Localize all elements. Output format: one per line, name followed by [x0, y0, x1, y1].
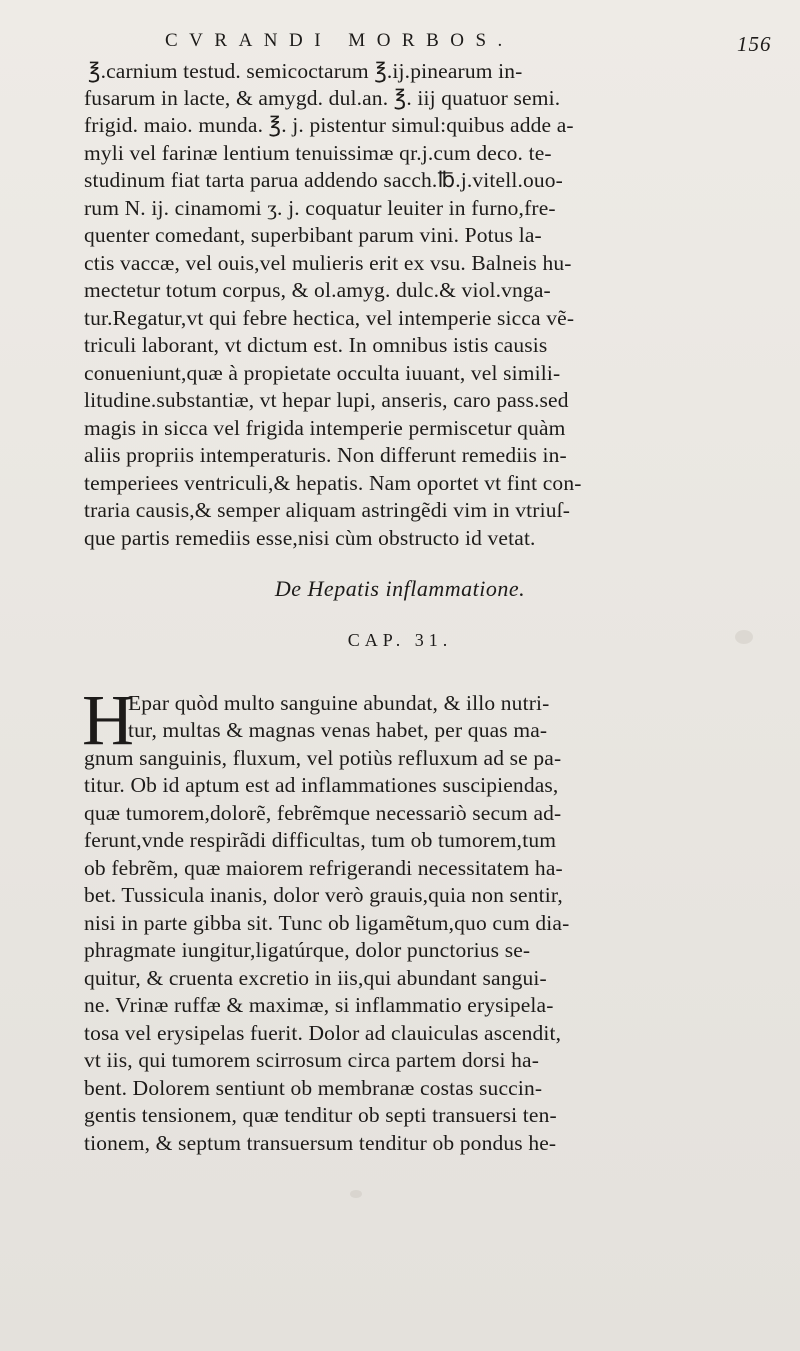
text-line: conueniunt,quæ à propietate occulta iuuant, vel simili- [84, 361, 561, 385]
text-line: phragmate iungitur,ligatúrque, dolor punctorius se- [84, 938, 531, 962]
text-line: rum N. ij. cinamomi ʒ. j. coquatur leuiter in furno,fre- [84, 196, 556, 220]
text-line: mectetur totum corpus, & ol.amyg. dulc.& viol.vnga- [84, 278, 551, 302]
text-line: Epar quòd multo sanguine abundat, & illo nutri- [128, 691, 550, 715]
text-line: ferunt,vnde respirãdi difficultas, tum ob tumorem,tum [84, 828, 557, 852]
text-line: bent. Dolorem sentiunt ob membranæ costas succin- [84, 1076, 543, 1100]
text-line: frigid. maio. munda. ℥. j. pistentur simul:quibus adde a- [84, 113, 574, 137]
text-line: vt iis, qui tumorem scirrosum circa partem dorsi ha- [84, 1048, 540, 1072]
text-line: quitur, & cruenta excretio in iis,qui abundant sangui- [84, 966, 547, 990]
text-line: ne. Vrinæ ruffæ & maximæ, si inflammatio erysipela- [84, 993, 554, 1017]
text-line: traria causis,& semper aliquam astringẽdi vim in vtriuſ- [84, 498, 571, 522]
text-line: myli vel farinæ lentium tenuissimæ qr.j.cum deco. te- [84, 141, 552, 165]
text-line: tosa vel erysipelas fuerit. Dolor ad clauiculas ascendit, [84, 1021, 562, 1045]
text-line: gentis tensionem, quæ tenditur ob septi transuersi ten- [84, 1103, 557, 1127]
text-line: nisi in parte gibba sit. Tunc ob ligamẽtum,quo cum dia- [84, 911, 570, 935]
text-line: gnum sanguinis, fluxum, vel potiùs refluxum ad se pa- [84, 746, 562, 770]
text-line: temperiees ventriculi,& hepatis. Nam oportet vt fint con- [84, 471, 582, 495]
text-line: studinum fiat tarta parua addendo sacch.℔.j.vitell.ouo- [84, 168, 563, 192]
running-title: CVRANDI MORBOS. [165, 30, 514, 51]
running-head [0, 30, 800, 60]
text-line: fusarum in lacte, & amygd. dul.an. ℥. iij quatuor semi. [84, 86, 561, 110]
text-line: tionem, & septum transuersum tenditur ob pondus he- [84, 1131, 557, 1155]
text-line: ctis vaccæ, vel ouis,vel mulieris erit ex vsu. Balneis hu- [84, 251, 572, 275]
text-line: magis in sicca vel frigida intemperie permiscetur quàm [84, 416, 566, 440]
text-line: bet. Tussicula inanis, dolor verò grauis,quia non sentir, [84, 883, 563, 907]
chapter-label: CAP. 31. [347, 630, 453, 650]
text-line: quenter comedant, superbibant parum vini. Potus la- [84, 223, 542, 247]
text-line: ob febrẽm, quæ maiorem refrigerandi necessitatem ha- [84, 856, 563, 880]
drop-cap: H [82, 680, 134, 760]
text-line: quæ tumorem,dolorẽ, febrẽmque necessariò secum ad- [84, 801, 562, 825]
text-line: tur.Regatur,vt qui febre hectica, vel intemperie sicca vẽ- [84, 306, 575, 330]
text-line: ℥.carnium testud. semicoctarum ℥.ij.pinearum in- [88, 59, 523, 83]
text-line: litudine.substantiæ, vt hepar lupi, anseris, caro pass.sed [84, 388, 569, 412]
text-line: que partis remediis esse,nisi cùm obstructo id vetat. [84, 526, 536, 550]
section-heading: De Hepatis inflammatione. [274, 576, 526, 601]
ink-speck [350, 1190, 362, 1198]
text-line: aliis propriis intemperaturis. Non differunt remediis in- [84, 443, 567, 467]
text-line: titur. Ob id aptum est ad inflammationes suscipiendas, [84, 773, 559, 797]
page-number: 156 [737, 32, 772, 56]
ink-speck [735, 630, 753, 644]
text-line: tur, multas & magnas venas habet, per quas ma- [128, 718, 548, 742]
text-line: triculi laborant, vt dictum est. In omnibus istis causis [84, 333, 548, 357]
